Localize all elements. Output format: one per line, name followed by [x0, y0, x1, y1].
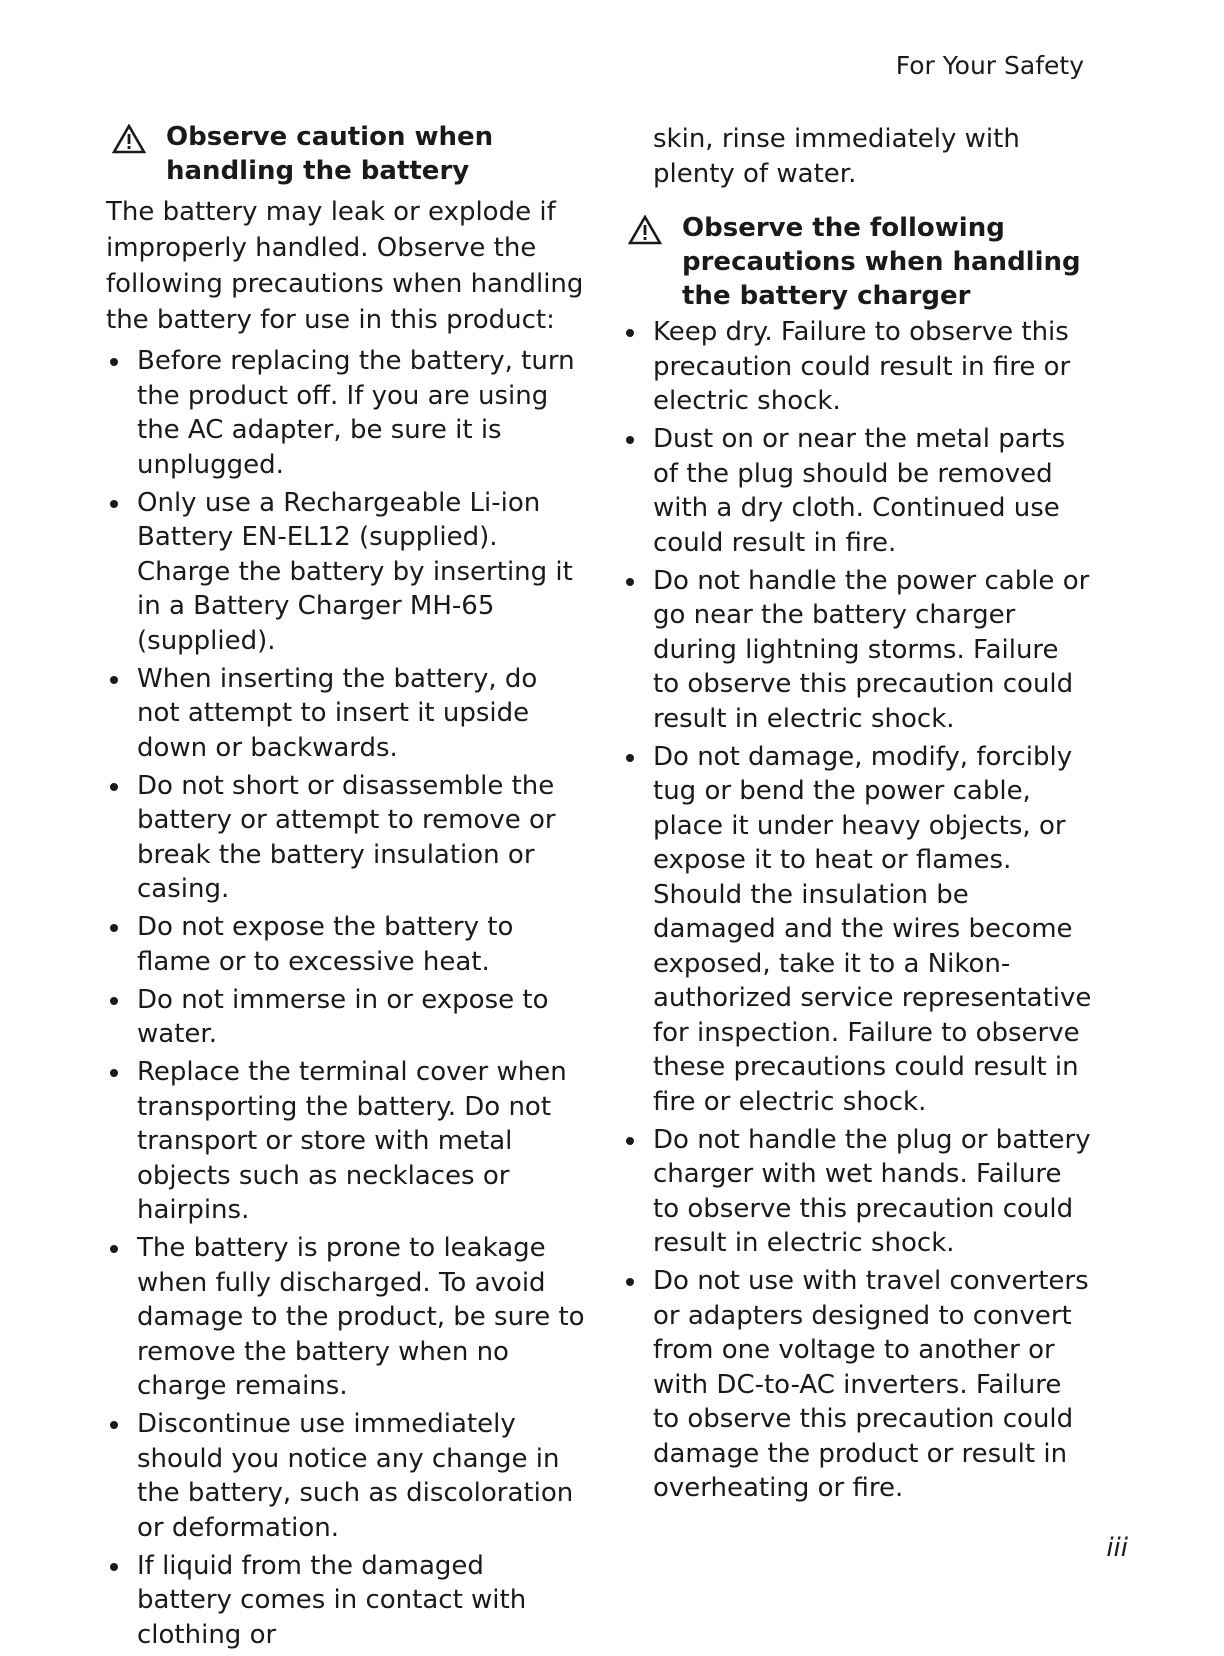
list-item	[622, 422, 1092, 560]
charger-precautions-list	[622, 315, 1092, 1506]
intro-paragraph: The battery may leak or explode if improperly handled. Observe the following precautions when handling the battery for use in this product:	[106, 197, 584, 335]
list-item-text: The battery is prone to leakage when fully discharged. To avoid damage to the product, be sure to remove the battery when no charge remains.	[137, 1233, 585, 1401]
list-item-text: Only use a Rechargeable Li-ion Battery EN-EL12 (supplied). Charge the battery by inserting it in a Battery Charger MH-65 (supplied).	[137, 487, 573, 656]
bullet-dot	[626, 1137, 634, 1145]
list-item	[106, 1055, 586, 1228]
list-item	[622, 1264, 1092, 1506]
continuation-text: skin, rinse immediately with plenty of water.	[653, 124, 1020, 189]
list-item-text: Replace the terminal cover when transporting the battery. Do not transport or store with metal objects such as necklaces or hairpins.	[137, 1057, 567, 1225]
list-item	[106, 1231, 586, 1404]
list-item	[622, 315, 1092, 419]
bullet-dot	[110, 1421, 118, 1429]
list-item-text: If liquid from the damaged battery comes in contact with clothing or	[137, 1550, 527, 1650]
running-header: For Your Safety	[895, 51, 1084, 80]
list-item	[106, 344, 586, 482]
list-item-text: Dust on or near the metal parts of the plug should be removed with a dry cloth. Continued use could result in fire.	[653, 424, 1066, 558]
list-item	[106, 1549, 586, 1653]
list-item-text: Keep dry. Failure to observe this precaution could result in fire or electric shock.	[653, 317, 1071, 416]
list-item	[106, 1407, 586, 1545]
bullet-dot	[626, 754, 634, 762]
bullet-dot	[110, 1245, 118, 1253]
warning-icon	[628, 215, 662, 245]
list-item-text: Discontinue use immediately should you notice any change in the battery, such as discoloration or deformation.	[137, 1409, 574, 1543]
list-item-text: Do not expose the battery to flame or to excessive heat.	[137, 912, 514, 977]
bullet-dot	[110, 1069, 118, 1077]
right-column	[622, 122, 1092, 1509]
bullet-dot	[110, 358, 118, 366]
list-item	[106, 983, 586, 1052]
battery-precautions-list	[106, 344, 586, 1652]
heading-text: Observe the following precautions when handling the battery charger	[682, 213, 1081, 311]
list-item	[622, 564, 1092, 737]
list-item	[106, 769, 586, 907]
list-item-text: Do not immerse in or expose to water.	[137, 984, 549, 1049]
list-item	[622, 1123, 1092, 1261]
warning-icon	[112, 124, 146, 154]
list-item	[106, 486, 586, 659]
bullet-dot	[626, 578, 634, 586]
list-item-text: When inserting the battery, do not attempt to insert it upside down or backwards.	[137, 663, 538, 763]
bullet-dot	[110, 1563, 118, 1571]
list-item	[106, 910, 586, 979]
bullet-dot	[110, 924, 118, 932]
list-item	[622, 740, 1092, 1120]
list-item-text: Do not use with travel converters or adapters designed to convert from one voltage to another or with DC-to-AC inverters. Failure to observe this precaution could damage the product or result in overheating or fire.	[653, 1266, 1089, 1503]
list-item-text: Do not damage, modify, forcibly tug or bend the power cable, place it under heavy objects, or expose it to heat or flames. Should the insulation be damaged and the wires become exposed, take it to a Nikon-authorized service representative for inspection. Failure to observe these precautions could result in fire or electric shock.	[653, 741, 1092, 1117]
list-item	[106, 662, 586, 766]
list-item-text: Do not short or disassemble the battery or attempt to remove or break the battery insulation or casing.	[137, 770, 556, 904]
heading-text: Observe caution when handling the battery	[166, 122, 494, 186]
list-item-text: Do not handle the power cable or go near the battery charger during lightning storms. Failure to observe this precaution could result in electric shock.	[653, 565, 1090, 734]
list-item-text: Do not handle the plug or battery charger with wet hands. Failure to observe this precaution could result in electric shock.	[653, 1124, 1091, 1258]
bullet-dot	[110, 997, 118, 1005]
page-number: iii	[1106, 1533, 1128, 1563]
bullet-dot	[110, 500, 118, 508]
bullet-dot	[110, 783, 118, 791]
bullet-dot	[626, 1278, 634, 1286]
bullet-dot	[110, 676, 118, 684]
bullet-dot	[626, 329, 634, 337]
bullet-dot	[626, 436, 634, 444]
battery-caution-heading	[106, 120, 586, 188]
list-item-text: Before replacing the battery, turn the product off. If you are using the AC adapter, be sure it is unplugged.	[137, 346, 575, 480]
left-column	[106, 120, 586, 1656]
charger-caution-heading	[622, 211, 1092, 313]
